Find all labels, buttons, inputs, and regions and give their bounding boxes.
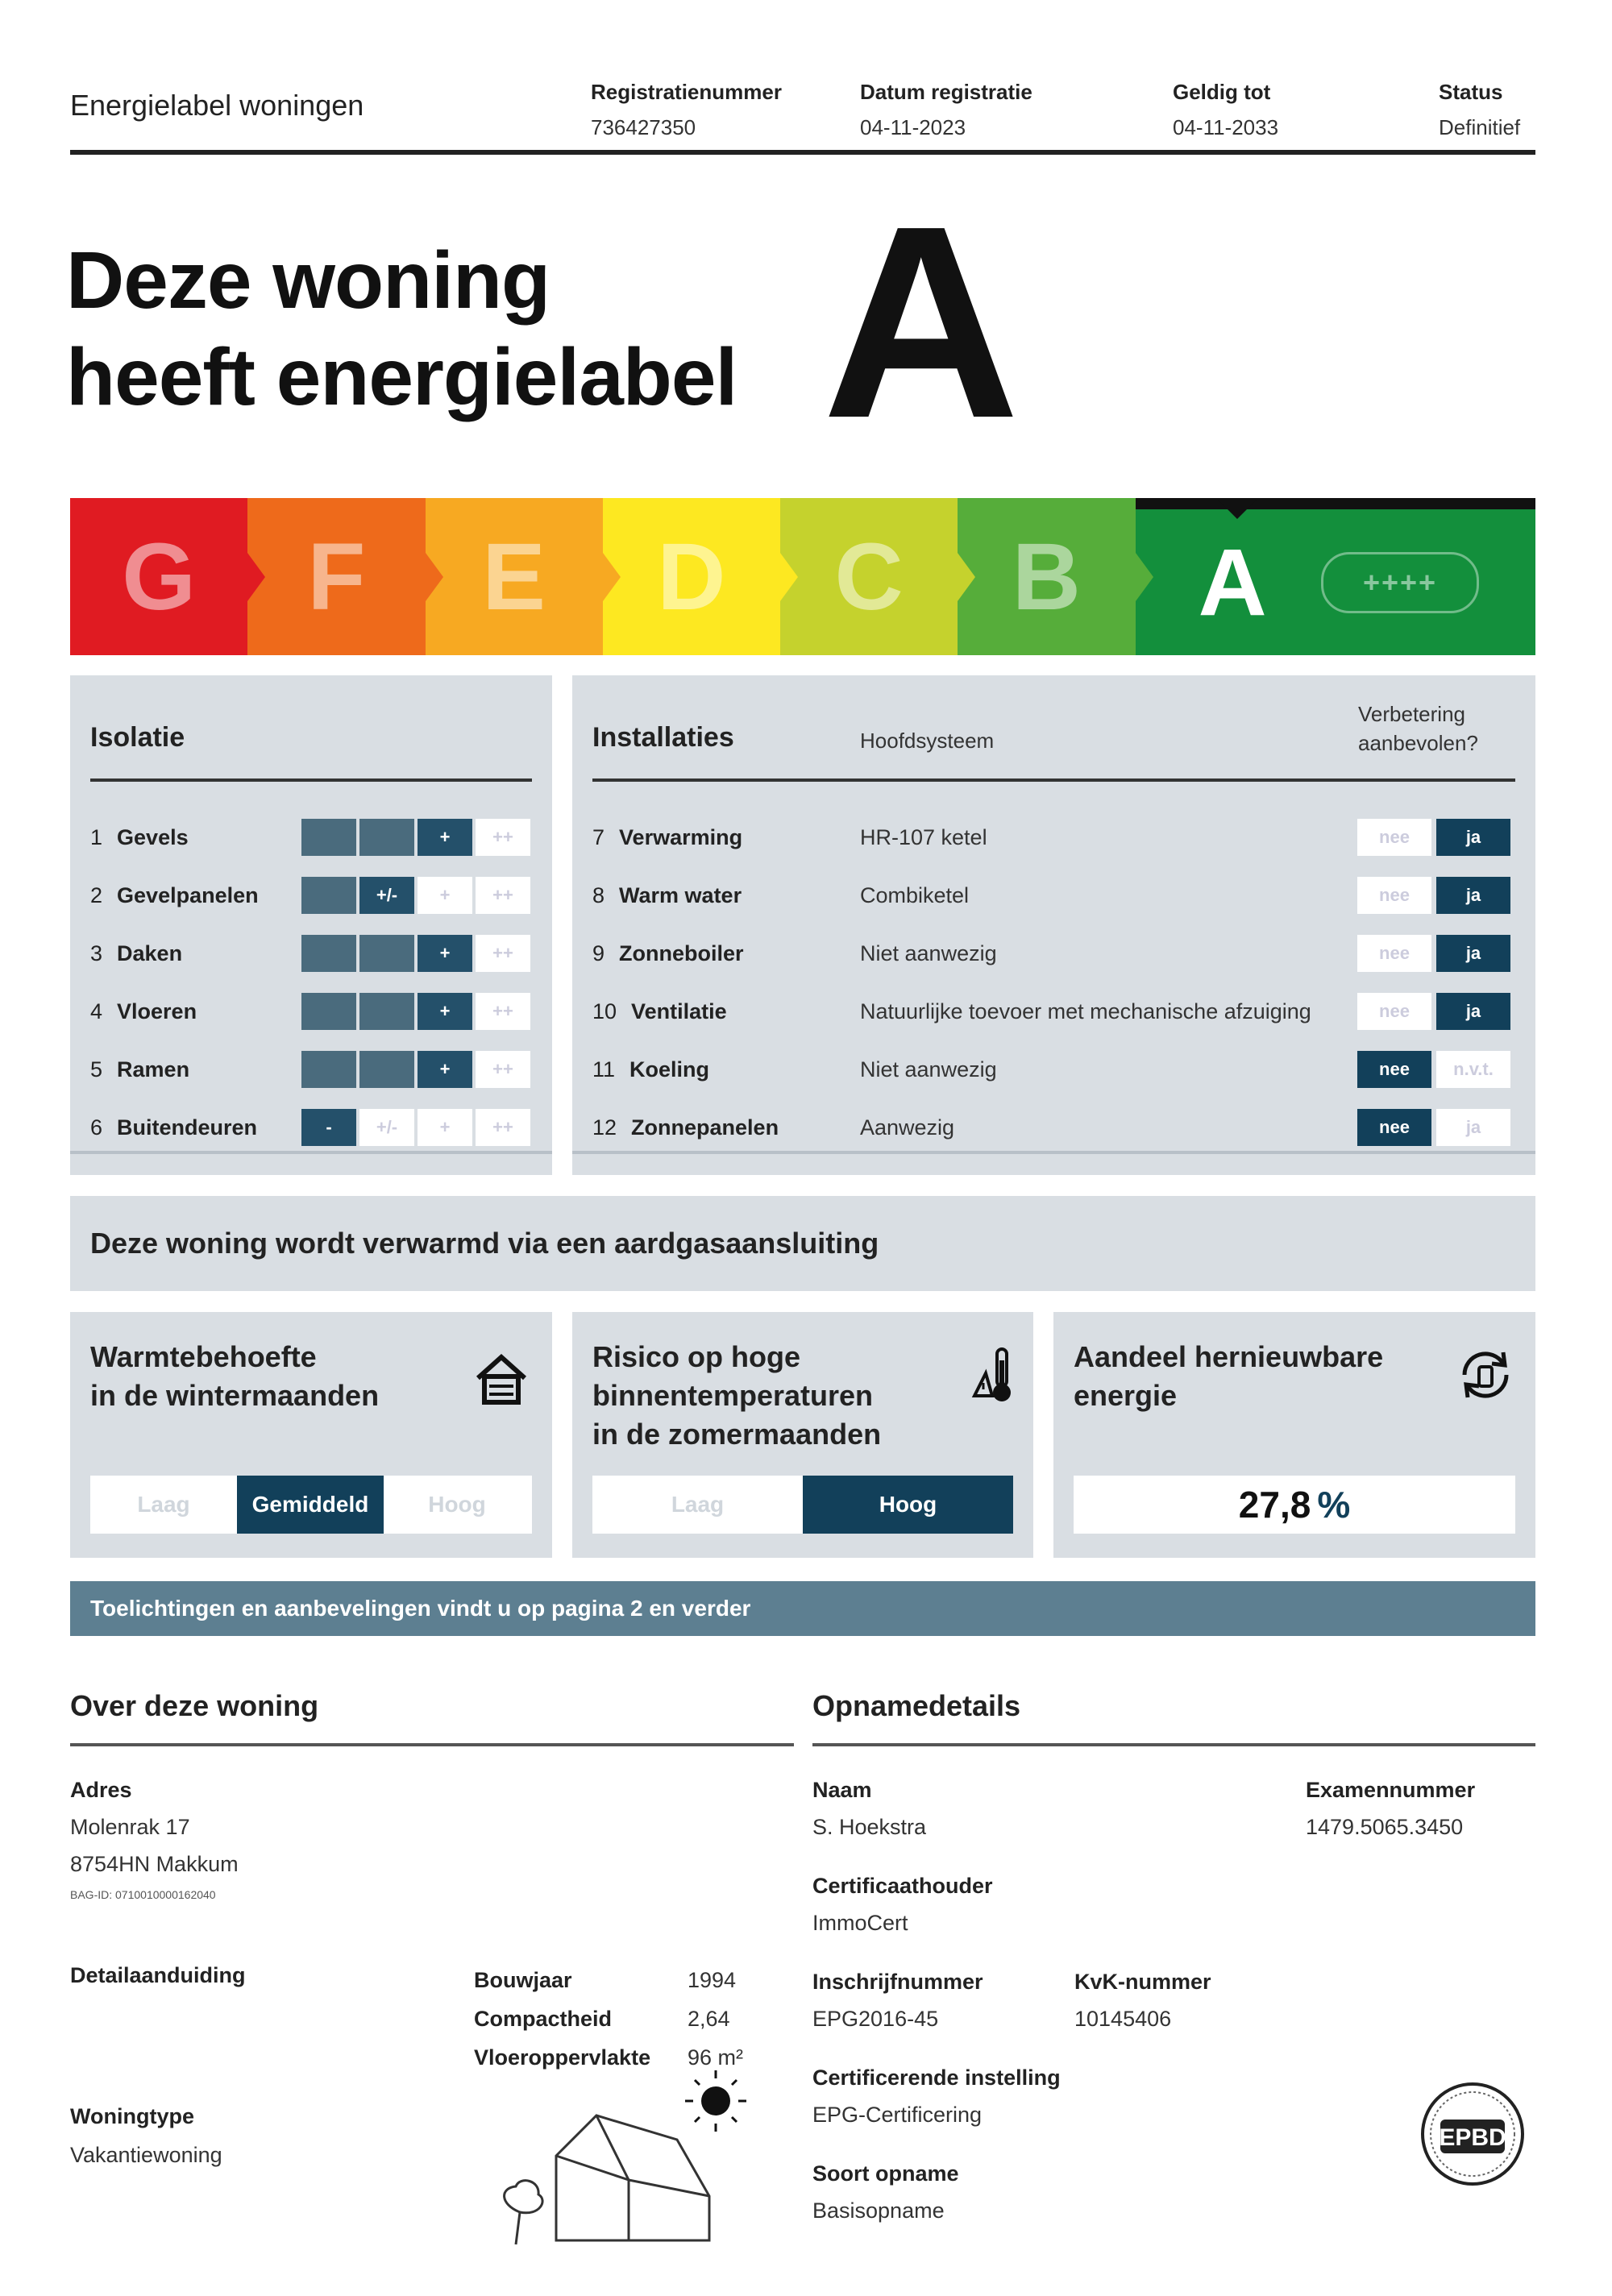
verbetering-toggle <box>1352 877 1510 914</box>
scale-class-a <box>1136 498 1535 655</box>
installatie-value: Niet aanwezig <box>860 1057 997 1082</box>
scale-letter: D <box>657 523 726 630</box>
registration-number: Registratienummer 736427350 <box>591 80 782 139</box>
scale-class-b <box>958 498 1135 655</box>
meter-cell <box>359 1051 414 1088</box>
building-facts-values: 1994 2,64 96 m² <box>688 1968 744 2070</box>
toggle-ja: ja <box>1436 877 1510 914</box>
toggle-ja: ja <box>1436 935 1510 972</box>
registration-no: Inschrijfnummer EPG2016-45 <box>812 1970 983 2031</box>
isolatie-row-label: 1 Gevels <box>90 825 189 849</box>
toggle-nee: nee <box>1357 877 1431 914</box>
scale-class-e <box>426 498 603 655</box>
toggle-nee: nee <box>1357 1051 1431 1088</box>
meter-cell: + <box>418 993 472 1030</box>
certificate-holder: Certificaathouder ImmoCert <box>812 1874 993 1935</box>
scale-option-gemiddeld: Gemiddeld <box>237 1476 384 1534</box>
scale-letter: C <box>834 523 904 630</box>
scale-class-d <box>603 498 780 655</box>
hoofdsysteem-header: Hoofdsysteem <box>860 729 995 753</box>
scale-letter: F <box>307 523 366 630</box>
document-title: Energielabel woningen <box>70 89 364 122</box>
scale-option-laag: Laag <box>137 1492 190 1517</box>
kvk-number: KvK-nummer 10145406 <box>1074 1970 1211 2031</box>
explanation-banner: Toelichtingen en aanbevelingen vindt u op pagina 2 en verder <box>70 1581 1535 1636</box>
scale-letter: E <box>482 523 546 630</box>
exam-number: Examennummer 1479.5065.3450 <box>1306 1778 1476 1839</box>
meter-cell: ++ <box>476 1051 530 1088</box>
meter-cell <box>359 819 414 856</box>
thermometer-icon <box>971 1344 1020 1405</box>
woningtype-block: Woningtype Vakantiewoning <box>70 2104 222 2167</box>
meter-cell: ++ <box>476 935 530 972</box>
survey-type: Soort opname Basisopname <box>812 2161 959 2223</box>
meter-cell: + <box>418 935 472 972</box>
house-icon <box>473 1351 530 1407</box>
scale-option-hoog: Hoog <box>428 1492 486 1517</box>
toggle-ja: ja <box>1436 1109 1510 1146</box>
meter-cell: +/- <box>359 877 414 914</box>
warmtebehoefte-box <box>70 1312 552 1558</box>
opname-divider <box>812 1743 1535 1746</box>
meter-cell: + <box>418 819 472 856</box>
scale-letter: A <box>1198 529 1267 636</box>
hernieuwbaar-value: 27,8 % <box>1074 1476 1515 1534</box>
risico-scale <box>592 1476 1013 1534</box>
isolatie-row-label: 3 Daken <box>90 941 183 965</box>
hernieuwbaar-box <box>1053 1312 1535 1558</box>
isolatie-row-label: 6 Buitendeuren <box>90 1115 258 1140</box>
meter-cell <box>301 935 356 972</box>
installaties-panel <box>572 675 1535 1175</box>
scale-option-hoog: Hoog <box>803 1476 1013 1534</box>
meter-cell: + <box>418 877 472 914</box>
warmtebehoefte-scale <box>90 1476 532 1534</box>
meter-cell <box>359 935 414 972</box>
installatie-value: HR-107 ketel <box>860 825 987 849</box>
isolatie-row-label: 5 Ramen <box>90 1057 190 1082</box>
isolatie-meter <box>301 1051 534 1088</box>
warmtebehoefte-title: Warmtebehoefte in de wintermaanden <box>90 1340 380 1412</box>
meter-cell <box>301 1051 356 1088</box>
energy-scale <box>70 498 1535 655</box>
scale-letter: B <box>1012 523 1081 630</box>
scale-class-c <box>780 498 958 655</box>
energy-label-letter: A <box>822 169 1020 475</box>
toggle-ja: ja <box>1436 993 1510 1030</box>
toggle-nee: nee <box>1357 935 1431 972</box>
meter-cell: + <box>418 1109 472 1146</box>
plus-indicator: ++++ <box>1321 552 1479 613</box>
isolatie-meter <box>301 993 534 1030</box>
isolatie-row-label: 2 Gevelpanelen <box>90 883 259 907</box>
installatie-row-label: 9 Zonneboiler <box>592 941 744 965</box>
verbetering-toggle <box>1352 1109 1510 1146</box>
verbetering-toggle <box>1352 1051 1510 1088</box>
scale-letter: G <box>122 523 197 630</box>
header-divider <box>70 150 1535 155</box>
installatie-row-label: 10 Ventilatie <box>592 999 727 1023</box>
svg-text:EPBD: EPBD <box>1439 2124 1506 2151</box>
house-illustration <box>484 2067 774 2252</box>
valid-until: Geldig tot 04-11-2033 <box>1173 80 1279 139</box>
installatie-row-label: 12 Zonnepanelen <box>592 1115 779 1140</box>
toggle-ja: n.v.t. <box>1436 1051 1510 1088</box>
registration-date: Datum registratie 04-11-2023 <box>860 80 1032 139</box>
risico-title: Risico op hoge binnentemperaturen in de zomermaanden <box>592 1340 882 1451</box>
opname-title: Opnamedetails <box>812 1689 1021 1722</box>
isolatie-row-label: 4 Vloeren <box>90 999 197 1023</box>
meter-cell <box>301 877 356 914</box>
installatie-value: Aanwezig <box>860 1115 955 1140</box>
building-facts-labels: Bouwjaar Compactheid Vloeroppervlakte <box>474 1968 651 2070</box>
installatie-row-label: 11 Koeling <box>592 1057 710 1082</box>
meter-cell: + <box>418 1051 472 1088</box>
meter-cell: ++ <box>476 877 530 914</box>
installatie-value: Natuurlijke toevoer met mechanische afzuiging <box>860 999 1311 1023</box>
isolatie-meter <box>301 877 534 914</box>
meter-cell: ++ <box>476 819 530 856</box>
certifying-body: Certificerende instelling EPG-Certificering <box>812 2066 1061 2127</box>
hernieuwbaar-title: Aandeel hernieuwbare energie <box>1074 1340 1384 1412</box>
meter-cell <box>301 819 356 856</box>
detail-label: Detailaanduiding <box>70 1963 246 1987</box>
scale-class-f <box>247 498 425 655</box>
installatie-row-label: 7 Verwarming <box>592 825 743 849</box>
epbd-seal-icon <box>1412 2071 1533 2192</box>
toggle-nee: nee <box>1357 819 1431 856</box>
meter-cell <box>301 993 356 1030</box>
renewable-energy-icon <box>1455 1344 1516 1405</box>
over-woning-divider <box>70 1743 794 1746</box>
scale-class-g <box>70 498 247 655</box>
toggle-ja: ja <box>1436 819 1510 856</box>
heating-notice: Deze woning wordt verwarmd via een aardgasaansluiting <box>70 1196 1535 1291</box>
meter-cell <box>359 993 414 1030</box>
meter-cell: +/- <box>359 1109 414 1146</box>
meter-cell: - <box>301 1109 356 1146</box>
status: Status Definitief <box>1439 80 1521 139</box>
headline: Deze woning heeft energielabel <box>66 235 737 422</box>
isolatie-meter <box>301 819 534 856</box>
risico-box <box>572 1312 1033 1558</box>
isolatie-meter <box>301 1109 534 1146</box>
verbetering-toggle <box>1352 993 1510 1030</box>
isolatie-divider <box>90 778 532 782</box>
isolatie-panel <box>70 675 552 1175</box>
meter-cell: ++ <box>476 1109 530 1146</box>
address-block: Adres Molenrak 17 8754HN Makkum BAG-ID: 0710010000162040 <box>70 1778 239 1901</box>
assessor-name: Naam S. Hoekstra <box>812 1778 927 1839</box>
isolatie-title: Isolatie <box>90 722 185 753</box>
toggle-nee: nee <box>1357 993 1431 1030</box>
over-woning-title: Over deze woning <box>70 1689 319 1722</box>
toggle-nee: nee <box>1357 1109 1431 1146</box>
epbd-logo <box>1412 2071 1533 2192</box>
installatie-row-label: 8 Warm water <box>592 883 742 907</box>
scale-option-laag: Laag <box>671 1492 725 1517</box>
verbetering-header: Verbetering aanbevolen? <box>1358 702 1478 755</box>
installatie-value: Combiketel <box>860 883 970 907</box>
installaties-divider <box>592 778 1515 782</box>
installaties-title: Installaties <box>592 722 734 753</box>
isolatie-meter <box>301 935 534 972</box>
verbetering-toggle <box>1352 935 1510 972</box>
verbetering-toggle <box>1352 819 1510 856</box>
installatie-value: Niet aanwezig <box>860 941 997 965</box>
meter-cell: ++ <box>476 993 530 1030</box>
